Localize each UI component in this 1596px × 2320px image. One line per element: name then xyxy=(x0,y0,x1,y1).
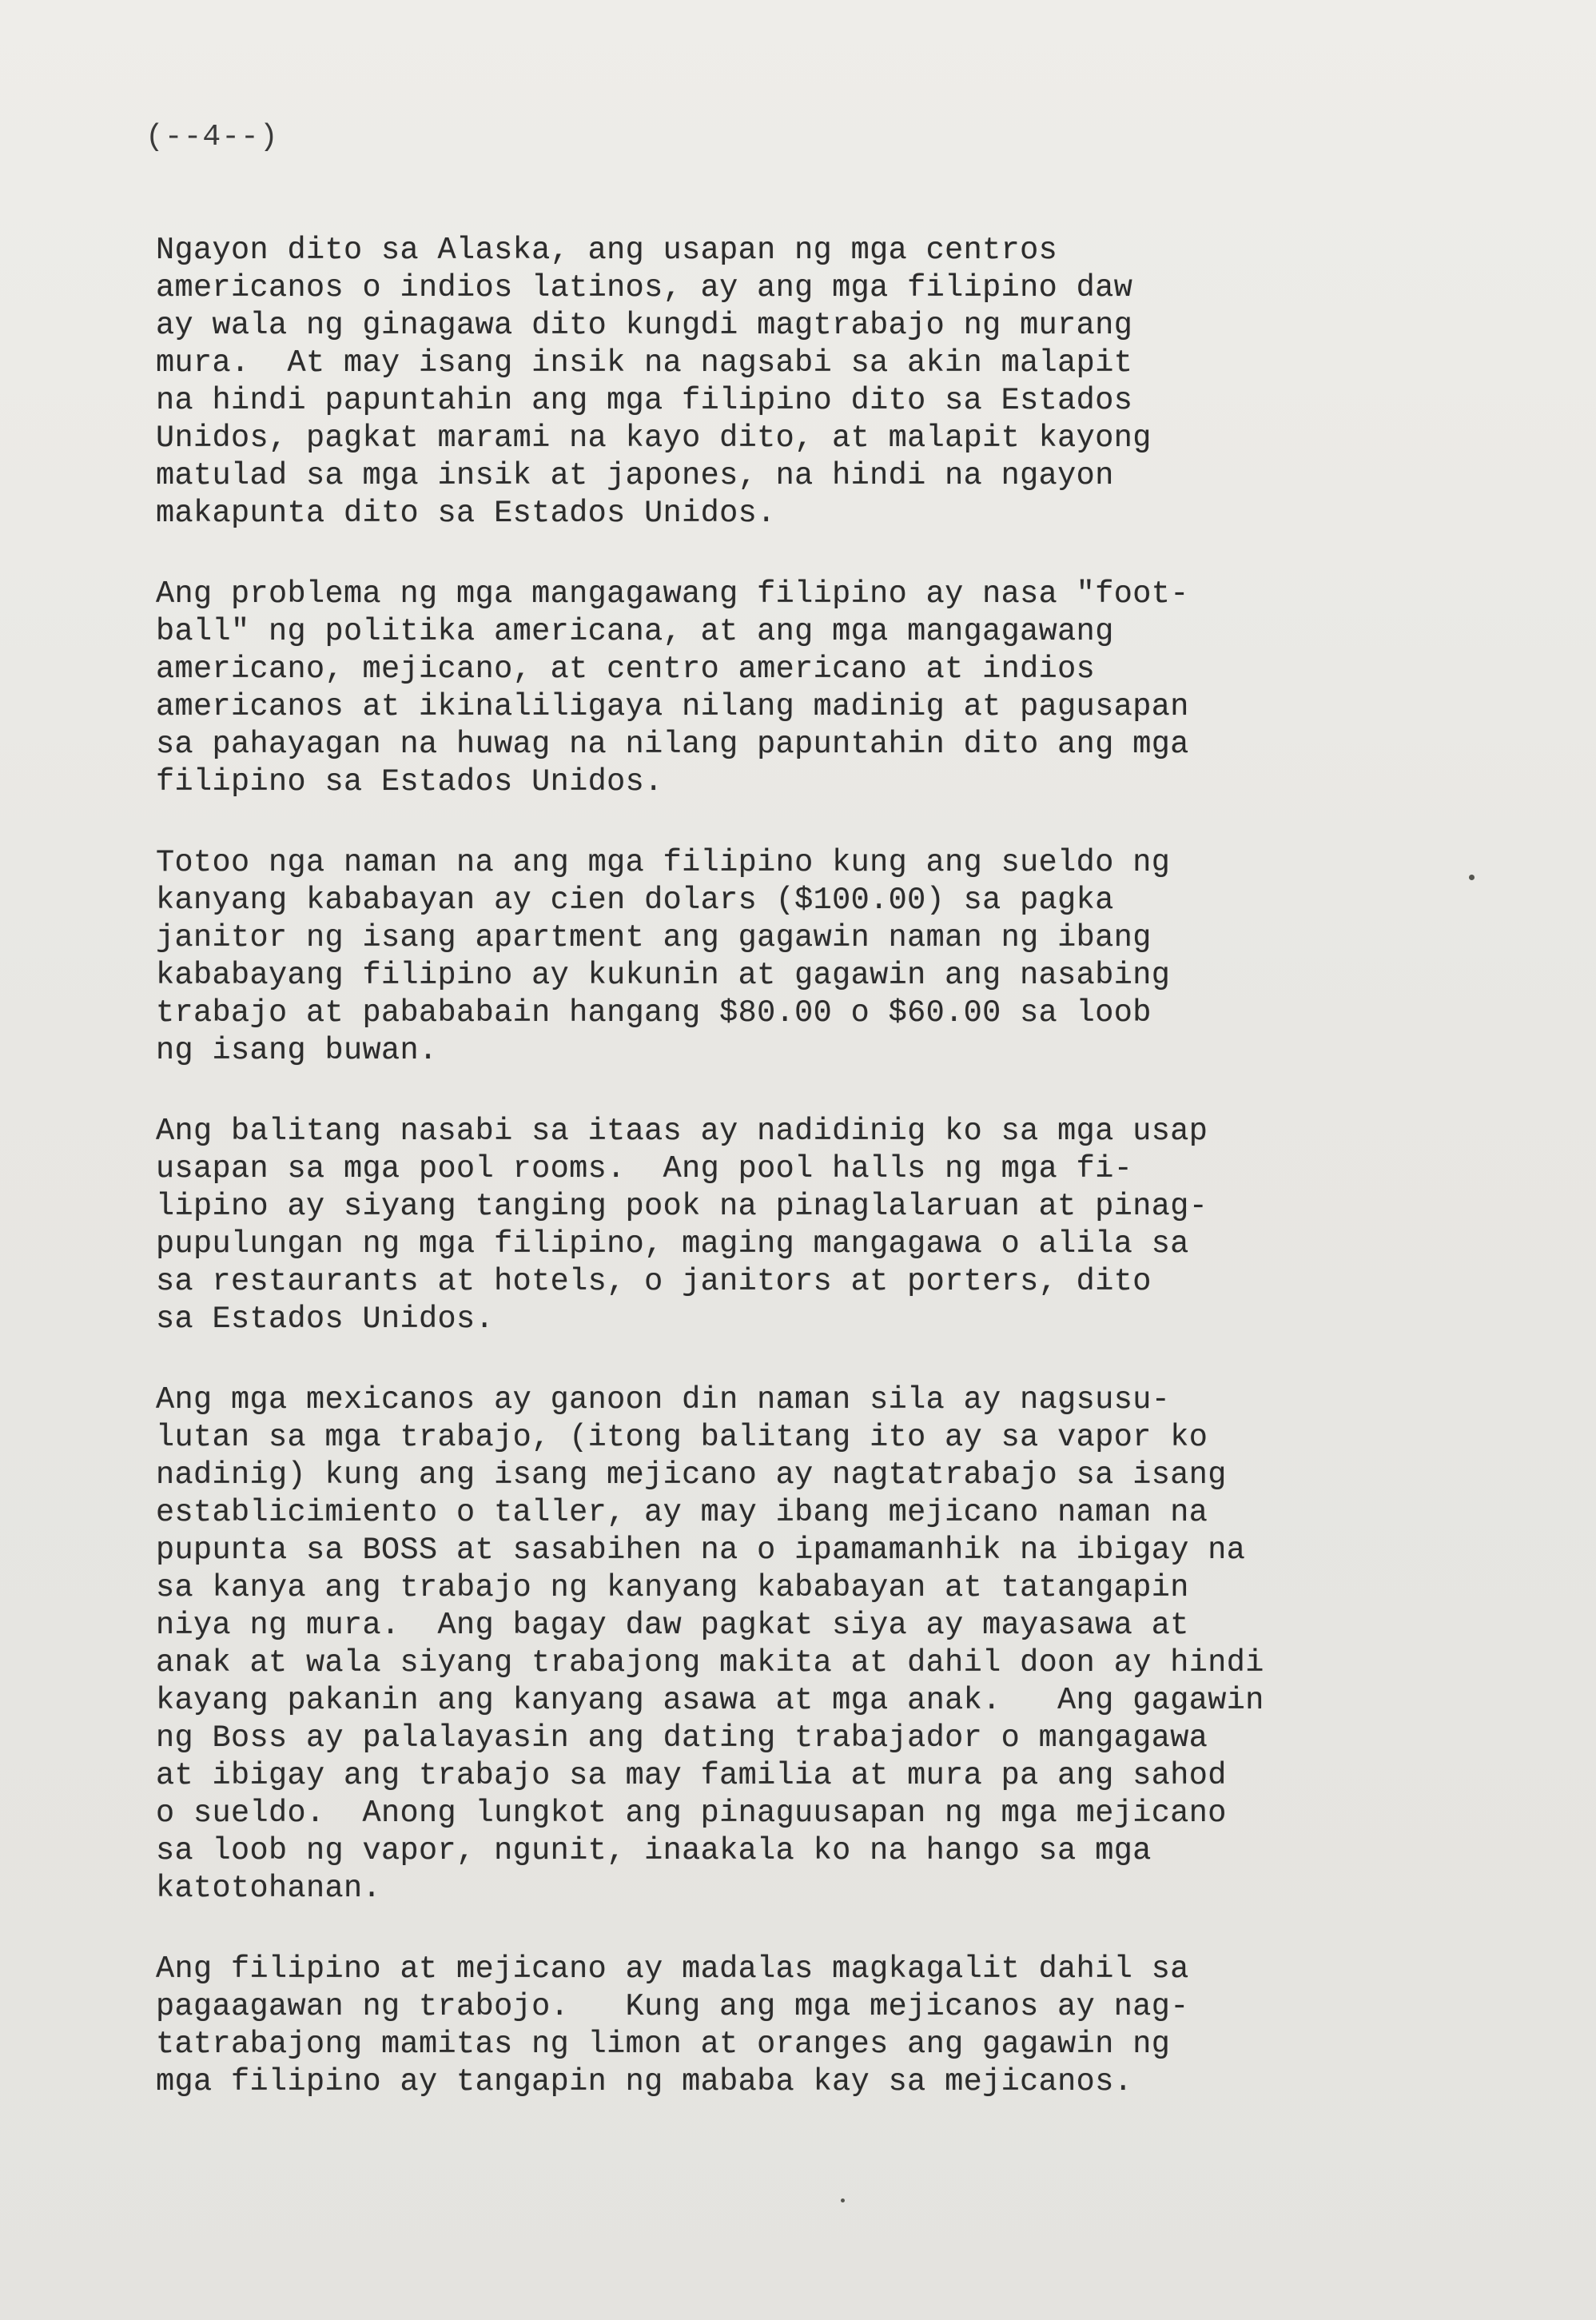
text-line: niya ng mura. Ang bagay daw pagkat siya ay mayasawa at xyxy=(156,1608,1189,1643)
text-line: tatrabajong mamitas ng limon at oranges ang gagawin ng xyxy=(156,2027,1171,2062)
text-line: o sueldo. Anong lungkot ang pinaguusapan ng mga mejicano xyxy=(156,1796,1227,1831)
text-line: Ang mga mexicanos ay ganoon din naman sila ay nagsusu- xyxy=(156,1382,1171,1417)
paragraph xyxy=(156,1113,1514,1338)
text-line: janitor ng isang apartment ang gagawin naman ng ibang xyxy=(156,920,1152,955)
text-line: americanos o indios latinos, ay ang mga filipino daw xyxy=(156,270,1133,305)
text-line: sa kanya ang trabajo ng kanyang kababayan at tatangapin xyxy=(156,1570,1189,1605)
paragraph xyxy=(156,844,1514,1070)
paragraph xyxy=(156,1951,1514,2101)
ink-dot-mark xyxy=(1469,875,1475,880)
text-line: trabajo at pabababain hangang $80.00 o $60.00 sa loob xyxy=(156,995,1152,1030)
text-line: kababayang filipino ay kukunin at gagawin ang nasabing xyxy=(156,958,1171,993)
text-line: lipino ay siyang tanging pook na pinaglalaruan at pinag- xyxy=(156,1189,1208,1224)
text-line: Unidos, pagkat marami na kayo dito, at malapit kayong xyxy=(156,421,1152,456)
body-text xyxy=(156,232,1514,2144)
text-line: sa pahayagan na huwag na nilang papuntahin dito ang mga xyxy=(156,727,1189,762)
text-line: usapan sa mga pool rooms. Ang pool halls ng mga fi- xyxy=(156,1151,1133,1186)
text-line: Ang problema ng mga mangagawang filipino ay nasa "foot- xyxy=(156,576,1189,612)
text-line: sa restaurants at hotels, o janitors at porters, dito xyxy=(156,1264,1152,1299)
paragraph xyxy=(156,576,1514,801)
text-line: sa Estados Unidos. xyxy=(156,1302,495,1337)
text-line: ball" ng politika americana, at ang mga mangagawang xyxy=(156,614,1114,649)
text-line: pupunta sa BOSS at sasabihen na o ipamamanhik na ibigay na xyxy=(156,1533,1246,1568)
text-line: establicimiento o taller, ay may ibang mejicano naman na xyxy=(156,1495,1208,1530)
text-line: ay wala ng ginagawa dito kungdi magtrabajo ng murang xyxy=(156,308,1133,343)
text-line: kanyang kababayan ay cien dolars ($100.00) sa pagka xyxy=(156,883,1114,918)
text-line: matulad sa mga insik at japones, na hindi na ngayon xyxy=(156,458,1114,493)
text-line: sa loob ng vapor, ngunit, inaakala ko na hango sa mga xyxy=(156,1833,1152,1868)
text-line: makapunta dito sa Estados Unidos. xyxy=(156,496,776,531)
text-line: katotohanan. xyxy=(156,1871,382,1906)
text-line: mga filipino ay tangapin ng mababa kay sa mejicanos. xyxy=(156,2064,1133,2099)
text-line: Ang balitang nasabi sa itaas ay nadidinig ko sa mga usap xyxy=(156,1114,1208,1149)
text-line: mura. At may isang insik na nagsabi sa akin malapit xyxy=(156,345,1133,381)
text-line: lutan sa mga trabajo, (itong balitang ito ay sa vapor ko xyxy=(156,1420,1208,1455)
text-line: anak at wala siyang trabajong makita at dahil doon ay hindi xyxy=(156,1645,1264,1680)
text-line: americano, mejicano, at centro americano at indios xyxy=(156,652,1096,687)
text-line: nadinig) kung ang isang mejicano ay nagtatrabajo sa isang xyxy=(156,1457,1227,1493)
text-line: pagaagawan ng trabojo. Kung ang mga mejicanos ay nag- xyxy=(156,1989,1189,2024)
paragraph xyxy=(156,1381,1514,1907)
text-line: americanos at ikinaliligaya nilang madinig at pagusapan xyxy=(156,689,1189,724)
text-line: na hindi papuntahin ang mga filipino dito sa Estados xyxy=(156,383,1133,418)
text-line: at ibigay ang trabajo sa may familia at mura pa ang sahod xyxy=(156,1758,1227,1793)
text-line: pupulungan ng mga filipino, maging mangagawa o alila sa xyxy=(156,1226,1189,1262)
paragraph xyxy=(156,232,1514,532)
text-line: filipino sa Estados Unidos. xyxy=(156,764,663,799)
text-line: ng Boss ay palalayasin ang dating trabajador o mangagawa xyxy=(156,1720,1208,1756)
ink-dot-mark xyxy=(841,2198,845,2202)
text-line: Totoo nga naman na ang mga filipino kung ang sueldo ng xyxy=(156,845,1171,880)
text-line: Ngayon dito sa Alaska, ang usapan ng mga centros xyxy=(156,233,1058,268)
text-line: Ang filipino at mejicano ay madalas magkagalit dahil sa xyxy=(156,1951,1189,1987)
text-line: kayang pakanin ang kanyang asawa at mga anak. Ang gagawin xyxy=(156,1683,1264,1718)
page-number: (--4--) xyxy=(145,120,279,154)
text-line: ng isang buwan. xyxy=(156,1033,438,1068)
